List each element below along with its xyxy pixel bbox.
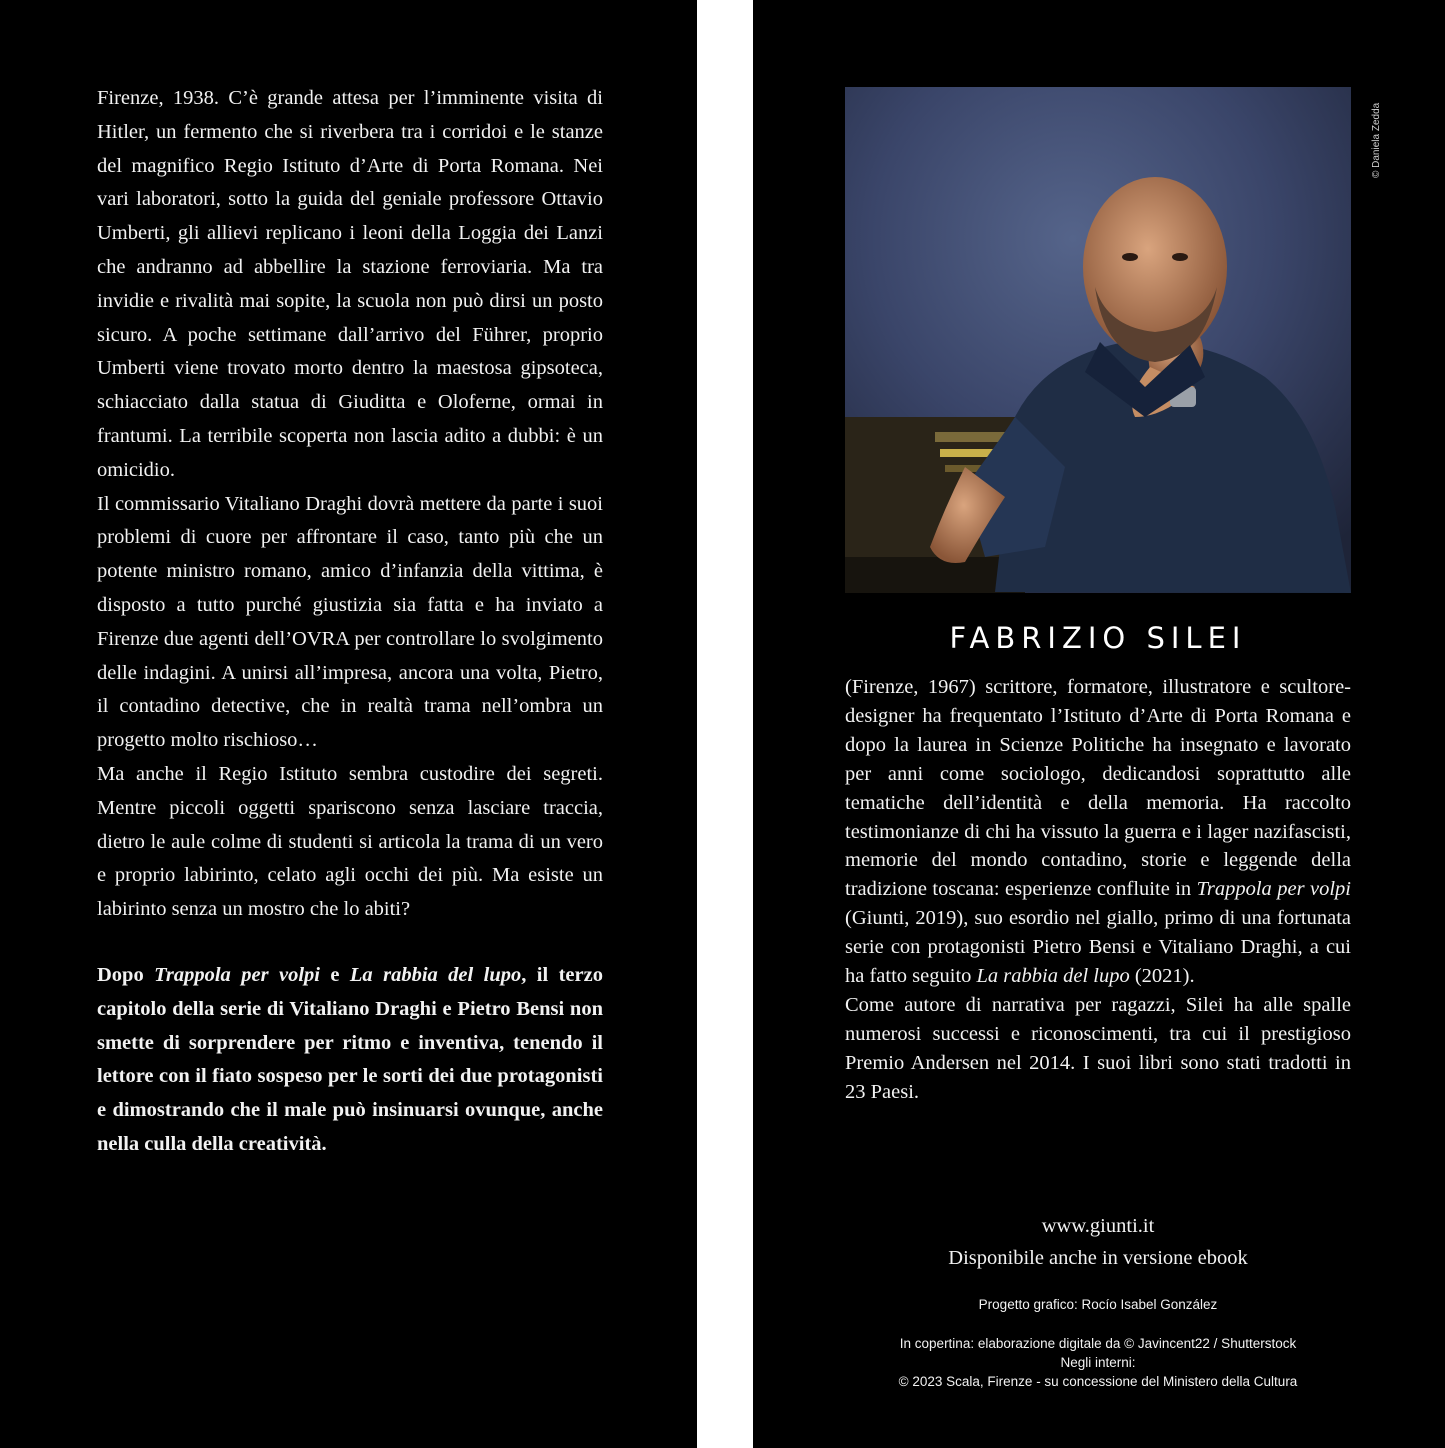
bio-book-title-2: La rabbia del lupo xyxy=(976,965,1130,988)
closing-suffix: , il terzo capitolo della serie di Vitaliano Draghi e Pietro Bensi non smette di sorprendere per ritmo e inventiva, tenendo il lettore con il fiato sospeso per le sorti dei due protagonisti e dimostrando che il male può insinuarsi ovunque, anche nella culla della creatività. xyxy=(97,963,603,1155)
closing-prefix: Dopo xyxy=(97,963,155,986)
author-name: FABRIZIO SILEI xyxy=(949,621,1247,655)
bio-part-1: (Firenze, 1967) scrittore, formatore, illustratore e scultore-designer ha frequentato l’Istituto d’Arte di Porta Romana e dopo la laurea in Scienze Politiche ha insegnato e lavorato per anni come sociologo, dedicandosi soprattutto alle tematiche dell’identità e della memoria. Ha raccolto testimonianze di chi ha vissuto la guerra e i lager nazifascisti, memorie del mondo contadino, storie e leggende della tradizione toscana: esperienze confluite in xyxy=(845,676,1351,901)
book-title-2: La rabbia del lupo xyxy=(349,963,522,986)
synopsis-paragraph-3: Ma anche il Regio Istituto sembra custodire dei segreti. Mentre piccoli oggetti spariscono senza lasciare traccia, dietro le aule colme di studenti si articola la trama di un vero e proprio labirinto, celato agli occhi dei più. Ma esiste un labirinto senza un mostro che lo abiti? xyxy=(97,762,603,921)
author-portrait-illustration xyxy=(845,87,1351,593)
design-credit: Progetto grafico: Rocío Isabel González xyxy=(978,1297,1218,1312)
back-flap-left xyxy=(0,0,697,1448)
synopsis-text xyxy=(97,82,603,1162)
ebook-note: Disponibile anche in versione ebook xyxy=(948,1247,1248,1269)
bio-paragraph-2: Come autore di narrativa per ragazzi, Silei ha alle spalle numerosi successi e riconoscimenti, tra cui il prestigioso Premio Andersen nel 2014. I suoi libri sono stati tradotti in 23 Paesi. xyxy=(845,993,1351,1103)
author-photo xyxy=(845,87,1351,593)
bio-paragraph-1 xyxy=(845,673,1351,991)
bio-part-3: (2021). xyxy=(1129,965,1195,988)
back-flap-right xyxy=(753,0,1445,1448)
photo-credit: © Daniela Zedda xyxy=(1371,102,1382,178)
synopsis-paragraph-2: Il commissario Vitaliano Draghi dovrà mettere da parte i suoi problemi di cuore per affrontare il caso, tanto più che un potente ministro romano, amico d’infanzia della vittima, è disposto a tutto purché giustizia sia fatta e ha inviato a Firenze due agenti dell’OVRA per controllare lo svolgimento delle indagini. A unirsi all’impresa, ancora una volta, Pietro, il contadino detective, che in realtà trama nell’ombra un progetto molto rischioso… xyxy=(97,492,603,752)
bio-book-title-1: Trappola per volpi xyxy=(1196,878,1351,901)
website-link[interactable]: www.giunti.it xyxy=(1041,1215,1155,1237)
synopsis-paragraph-1: Firenze, 1938. C’è grande attesa per l’imminente visita di Hitler, un fermento che si riverbera tra i corridoi e le stanze del magnifico Regio Istituto d’Arte di Porta Romana. Nei vari laboratori, sotto la guida del geniale professore Ottavio Umberti, gli allievi replicano i leoni della Loggia dei Lanzi che andranno ad abbellire la stazione ferroviaria. Ma tra invidie e rivalità mai sopite, la scuola non può dirsi un posto sicuro. A poche settimane dall’arrivo del Führer, proprio Umberti viene trovato morto dentro la maestosa gipsoteca, schiacciato dalla statua di Giuditta e Oloferne, ormai in frantumi. La terribile scoperta non lascia adito a dubbi: è un omicidio. xyxy=(97,87,603,481)
cover-credit: In copertina: elaborazione digitale da © Javincent22 / Shutterstock xyxy=(899,1336,1297,1351)
closing-paragraph xyxy=(97,959,603,1162)
book-title-1: Trappola per volpi xyxy=(154,963,320,986)
closing-mid: e xyxy=(319,963,350,986)
interior-credit: © 2023 Scala, Firenze - su concessione del Ministero della Cultura xyxy=(898,1374,1298,1389)
interior-label: Negli interni: xyxy=(1060,1355,1136,1370)
author-bio xyxy=(845,673,1351,1107)
bio-part-2: (Giunti, 2019), suo esordio nel giallo, primo di una fortunata serie con protagonisti Pietro Bensi e Vitaliano Draghi, a cui ha fatto seguito xyxy=(845,907,1351,988)
